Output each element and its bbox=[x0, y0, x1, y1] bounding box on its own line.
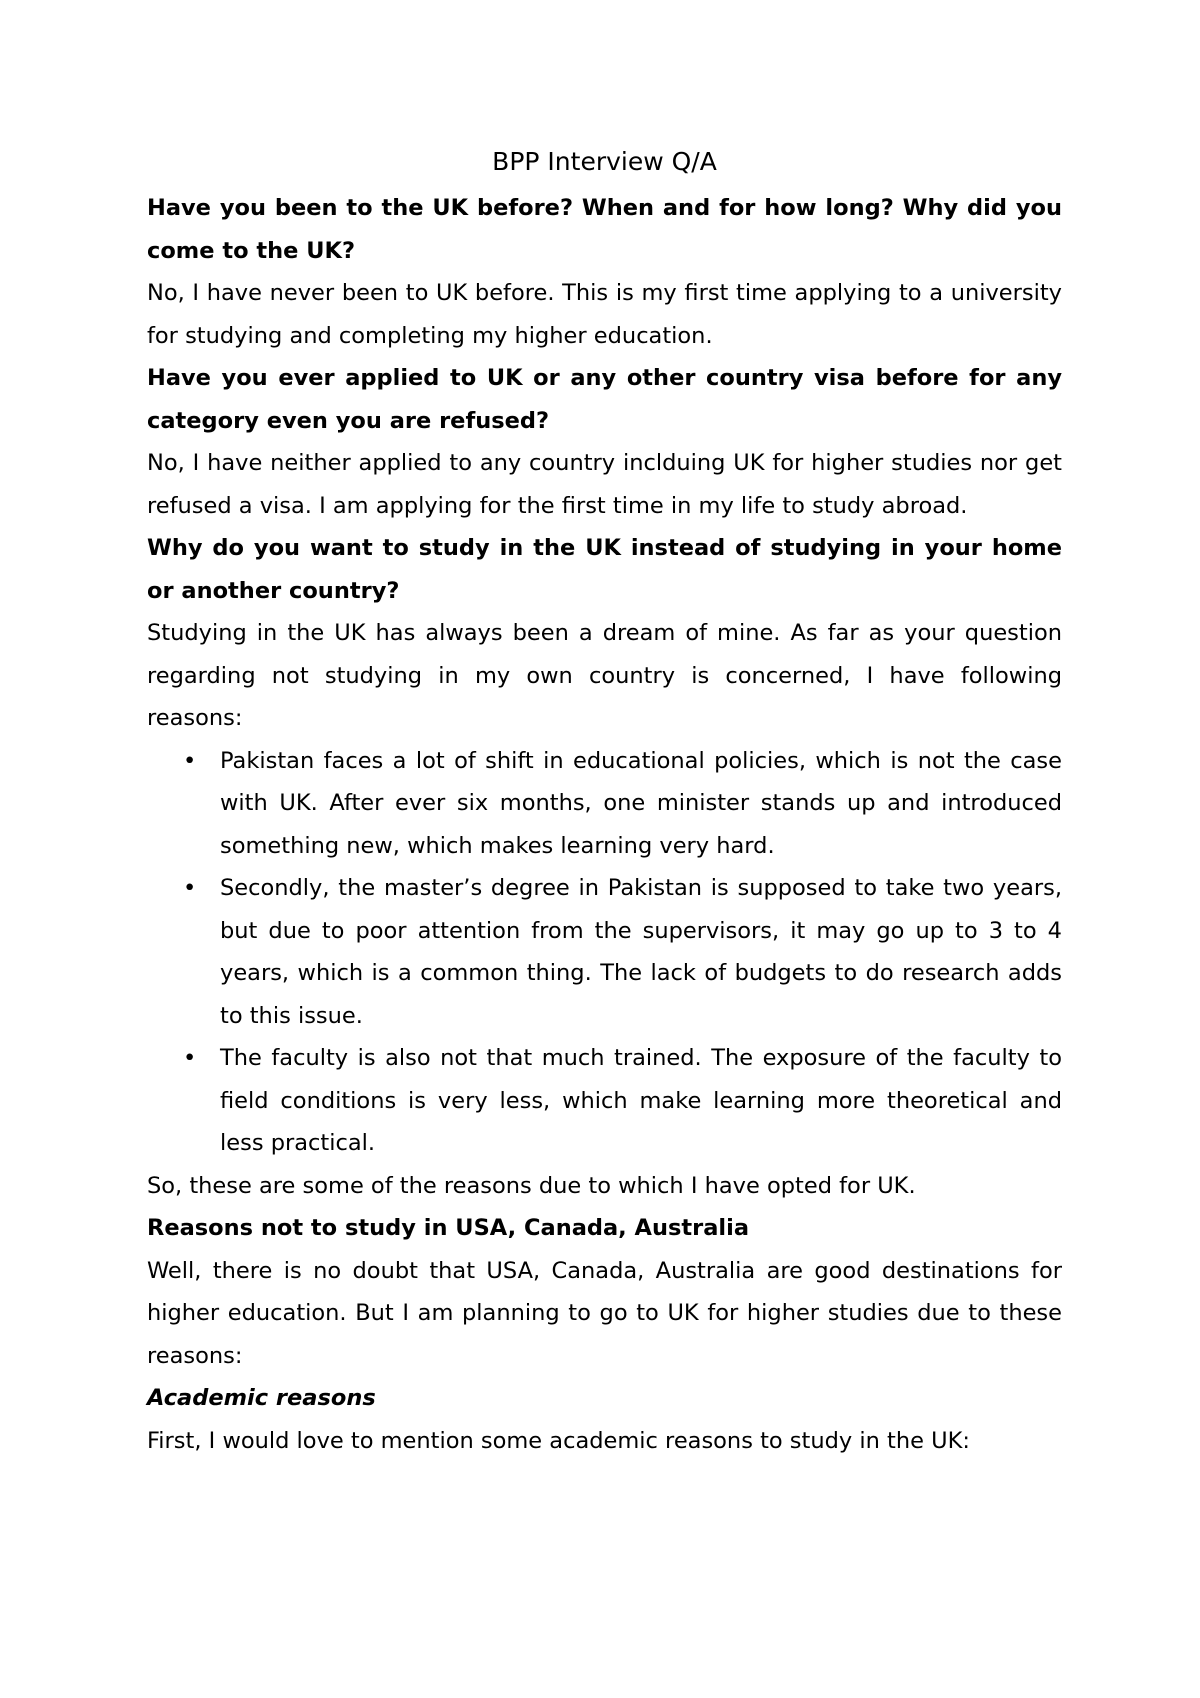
answer-4: Well, there is no doubt that USA, Canada, Australia are good destinations for higher education. But I am planning to go to UK for higher studies due to these reasons: bbox=[147, 1257, 1062, 1369]
answer-5: First, I would love to mention some academic reasons to study in the UK: bbox=[147, 1427, 970, 1454]
list-item bbox=[147, 867, 1062, 1037]
question-4: Reasons not to study in USA, Canada, Australia bbox=[147, 1215, 750, 1241]
reasons-list bbox=[147, 740, 1062, 1165]
list-item bbox=[147, 1037, 1062, 1165]
list-item-text: The faculty is also not that much trained. The exposure of the faculty to field conditions is very less, which make learning more theoretical and less practical. bbox=[220, 1045, 1062, 1156]
answer-1: No, I have never been to UK before. This is my first time applying to a university for studying and completing my higher education. bbox=[147, 280, 1062, 349]
bullet-icon: • bbox=[183, 747, 197, 774]
document-page bbox=[147, 145, 1062, 1462]
bullet-icon: • bbox=[183, 1045, 197, 1071]
question-2: Have you ever applied to UK or any other country visa before for any category even you are refused? bbox=[147, 365, 1062, 434]
document-title: BPP Interview Q/A bbox=[492, 147, 717, 176]
list-item bbox=[147, 740, 1062, 868]
list-item-text: Secondly, the master’s degree in Pakistan is supposed to take two years, but due to poor attention from the supervisors, it may go up to 3 to 4 years, which is a common thing. The lack of budgets to do research adds to this issue. bbox=[220, 875, 1062, 1029]
question-3: Why do you want to study in the UK instead of studying in your home or another country? bbox=[147, 535, 1062, 604]
answer-2: No, I have neither applied to any country inclduing UK for higher studies nor get refused a visa. I am applying for the first time in my life to study abroad. bbox=[147, 450, 1062, 519]
bullet-icon: • bbox=[183, 875, 197, 901]
question-1: Have you been to the UK before? When and for how long? Why did you come to the UK? bbox=[147, 195, 1062, 264]
answer-3: Studying in the UK has always been a dream of mine. As far as your question regarding not studying in my own country is concerned, I have following reasons: bbox=[147, 620, 1062, 731]
subheading-academic-reasons: Academic reasons bbox=[147, 1385, 376, 1411]
list-item-text: Pakistan faces a lot of shift in educational policies, which is not the case with UK. After ever six months, one minister stands up and introduced something new, which makes learning very hard. bbox=[220, 747, 1062, 859]
answer-3-conclusion: So, these are some of the reasons due to which I have opted for UK. bbox=[147, 1172, 916, 1199]
